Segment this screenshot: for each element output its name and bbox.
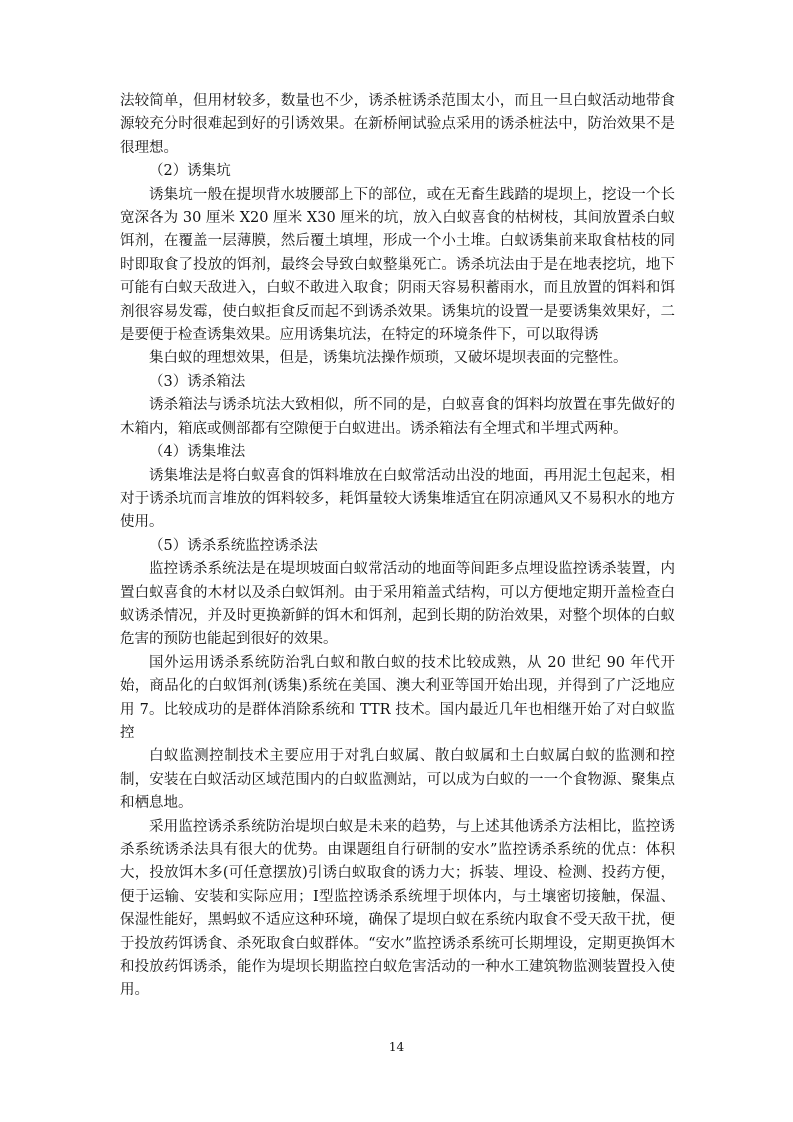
paragraph-trap-pile: 诱集堆法是将白蚁喜食的饵料堆放在白蚁常活动出没的地面，再用泥土包起来，相对于诱杀坑而言堆放的饵料较多，耗饵量较大诱集堆适宜在阴凉通风又不易积水的地方使用。 xyxy=(120,467,675,531)
paragraph-monitoring-advantages: 采用监控诱杀系统防治堤坝白蚁是未来的趋势，与上述其他诱杀方法相比，监控诱杀系统诱杀法具有很大的优势。由课题组自行研制的安水”监控诱杀系统的优点：体积大，投放饵木多(可任意摆放)引诱白蚁取食的诱力大；拆装、埋设、检测、投药方便，便于运输、安装和实际应用；Ⅰ型监控诱杀系统埋于坝体内，与土壤密切接触，保温、保湿性能好，黑蚂蚁不适应这种环境，确保了堤坝白蚁在系统内取食不受天敌干扰，便于投放药饵诱食、杀死取食白蚁群体。“安水”监控诱杀系统可长期埋设，定期更换饵木和投放药饵诱杀，能作为堤坝长期监控白蚁危害活动的一种水工建筑物监测装置投入使用。 xyxy=(120,818,675,999)
section-heading-trap-box: （3）诱杀箱法 xyxy=(149,373,246,390)
paragraph-trap-pit: 诱集坑一般在提坝背水坡腰部上下的部位，或在无畜生践踏的堤坝上，挖设一个长宽深各为 30 厘米 X20 厘米 X30 厘米的坑，放入白蚁喜食的枯树枝，其间放置杀白蚁饵剂，在覆盖一层薄膜，然后覆土填埋，形成一个小土堆。白蚁诱集前来取食枯枝的同时即取食了投放的饵剂，最终会导致白蚁整巢死亡。诱杀坑法由于是在地表挖坑，地下可能有白蚁天敌进入，白蚁不敢进入取食；阴雨天容易积蓄雨水，而且放置的饵料和饵剂很容易发霉，使白蚁拒食反而起不到诱杀效果。诱集坑的设置一是要诱集效果好，二是要便于检查诱集效果。应用诱集坑法，在特定的环境条件下，可以取得诱 xyxy=(120,186,675,344)
document-body xyxy=(120,90,675,1003)
section-heading-trap-pit: （2）诱集坑 xyxy=(149,163,231,180)
paragraph-trap-box: 诱杀箱法与诱杀坑法大致相似，所不同的是，白蚁喜食的饵料均放置在事先做好的木箱内，箱底或侧部都有空隙便于白蚁进出。诱杀箱法有全埋式和半埋式两种。 xyxy=(120,397,675,437)
paragraph-monitoring-technology: 白蚁监测控制技术主要应用于对乳白蚁属、散白蚁属和土白蚁属白蚁的监测和控制，安装在白蚁活动区域范围内的白蚁监测站，可以成为白蚁的一一个食物源、聚集点和栖息地。 xyxy=(120,748,675,812)
paragraph-continuation: 法较简单，但用材较多，数量也不少，诱杀桩诱杀范围太小，而且一旦白蚁活动地带食源较充分时很难起到好的引诱效果。在新桥闸试验点采用的诱杀桩法中，防治效果不是很理想。 xyxy=(120,93,675,156)
section-heading-trap-pile: （4）诱集堆法 xyxy=(149,444,246,461)
paragraph-foreign-application: 国外运用诱杀系统防治乳白蚁和散白蚁的技术比较成熟，从 20 世纪 90 年代开始，商品化的白蚁饵剂(诱集)系统在美国、澳大利亚等国开始出现，并得到了广泛地应用 7。比较成功的是群体消除系统和 TTR 技术。国内最近几年也相继开始了对白蚁监控 xyxy=(120,654,675,741)
section-heading-monitoring-system: （5）诱杀系统监控诱杀法 xyxy=(149,537,318,554)
page-number: 14 xyxy=(388,1040,405,1054)
paragraph-monitoring-system: 监控诱杀系统法是在堤坝坡面白蚁常活动的地面等间距多点埋设监控诱杀装置，内置白蚁喜食的木材以及杀白蚁饵剂。由于采用箱盖式结构，可以方便地定期开盖检查白蚁诱杀情况，并及时更换新鲜的饵木和饵剂，起到长期的防治效果，对整个坝体的白蚁危害的预防也能起到很好的效果。 xyxy=(120,561,675,648)
paragraph-trap-pit-continued: 集白蚁的理想效果，但是，诱集坑法操作烦琐，又破坏堤坝表面的完整性。 xyxy=(149,350,628,367)
